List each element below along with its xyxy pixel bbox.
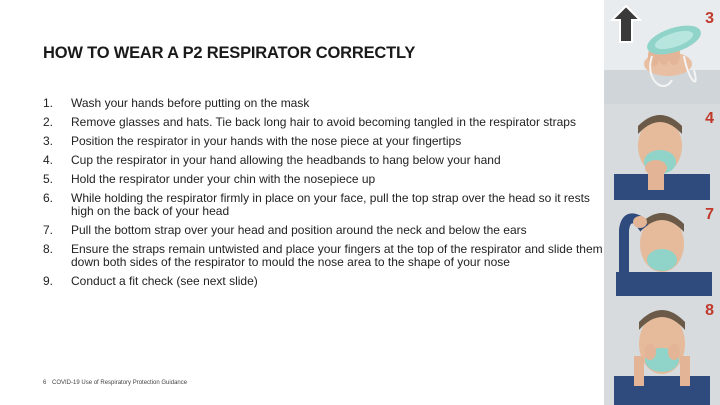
slide-title: HOW TO WEAR A P2 RESPIRATOR CORRECTLY bbox=[43, 44, 416, 62]
step-3-illustration bbox=[604, 0, 720, 104]
page-number: 6 bbox=[43, 380, 47, 386]
photo-step-label: 7 bbox=[705, 206, 714, 223]
step-item bbox=[43, 224, 603, 237]
step-text: While holding the respirator firmly in place on your face, pull the top strap over the head so it rests high on the back of your head bbox=[71, 191, 590, 218]
step-item bbox=[43, 173, 603, 186]
step-item bbox=[43, 116, 603, 129]
photo-step-label: 8 bbox=[705, 302, 714, 319]
step-8-illustration bbox=[604, 296, 720, 405]
step-item bbox=[43, 154, 603, 167]
slide-footer bbox=[43, 380, 187, 386]
step-text: Remove glasses and hats. Tie back long hair to avoid becoming tangled in the respirator straps bbox=[71, 115, 576, 129]
step-text: Pull the bottom strap over your head and position around the neck and below the ears bbox=[71, 223, 527, 237]
step-item bbox=[43, 97, 603, 110]
step-item bbox=[43, 275, 603, 288]
step-text: Ensure the straps remain untwisted and place your fingers at the top of the respirator and slide them down both sides of the respirator to mould the nose area to the shape of your nose bbox=[71, 242, 603, 269]
step-number: 3. bbox=[43, 134, 54, 148]
step-7-illustration bbox=[604, 200, 720, 296]
step-number: 2. bbox=[43, 115, 54, 129]
step-item bbox=[43, 192, 603, 218]
step-number: 9. bbox=[43, 274, 54, 288]
step-text: Hold the respirator under your chin with the nosepiece up bbox=[71, 172, 376, 186]
photo-step-8 bbox=[604, 296, 720, 405]
photo-step-3 bbox=[604, 0, 720, 104]
footer-text: COVID-19 Use of Respiratory Protection Guidance bbox=[52, 380, 188, 386]
photo-step-label: 4 bbox=[705, 110, 714, 127]
step-number: 6. bbox=[43, 191, 54, 205]
steps-list bbox=[43, 97, 603, 294]
step-number: 4. bbox=[43, 153, 54, 167]
step-item bbox=[43, 243, 603, 269]
step-4-illustration bbox=[604, 104, 720, 200]
step-text: Cup the respirator in your hand allowing the headbands to hang below your hand bbox=[71, 153, 501, 167]
step-item bbox=[43, 135, 603, 148]
step-number: 8. bbox=[43, 242, 54, 256]
photo-step-label: 3 bbox=[705, 10, 714, 27]
step-text: Wash your hands before putting on the mask bbox=[71, 96, 310, 110]
step-text: Conduct a fit check (see next slide) bbox=[71, 274, 258, 288]
step-text: Position the respirator in your hands with the nose piece at your fingertips bbox=[71, 134, 462, 148]
step-number: 1. bbox=[43, 96, 54, 110]
photo-step-7 bbox=[604, 200, 720, 296]
photo-step-4 bbox=[604, 104, 720, 200]
step-number: 5. bbox=[43, 172, 54, 186]
step-number: 7. bbox=[43, 223, 54, 237]
